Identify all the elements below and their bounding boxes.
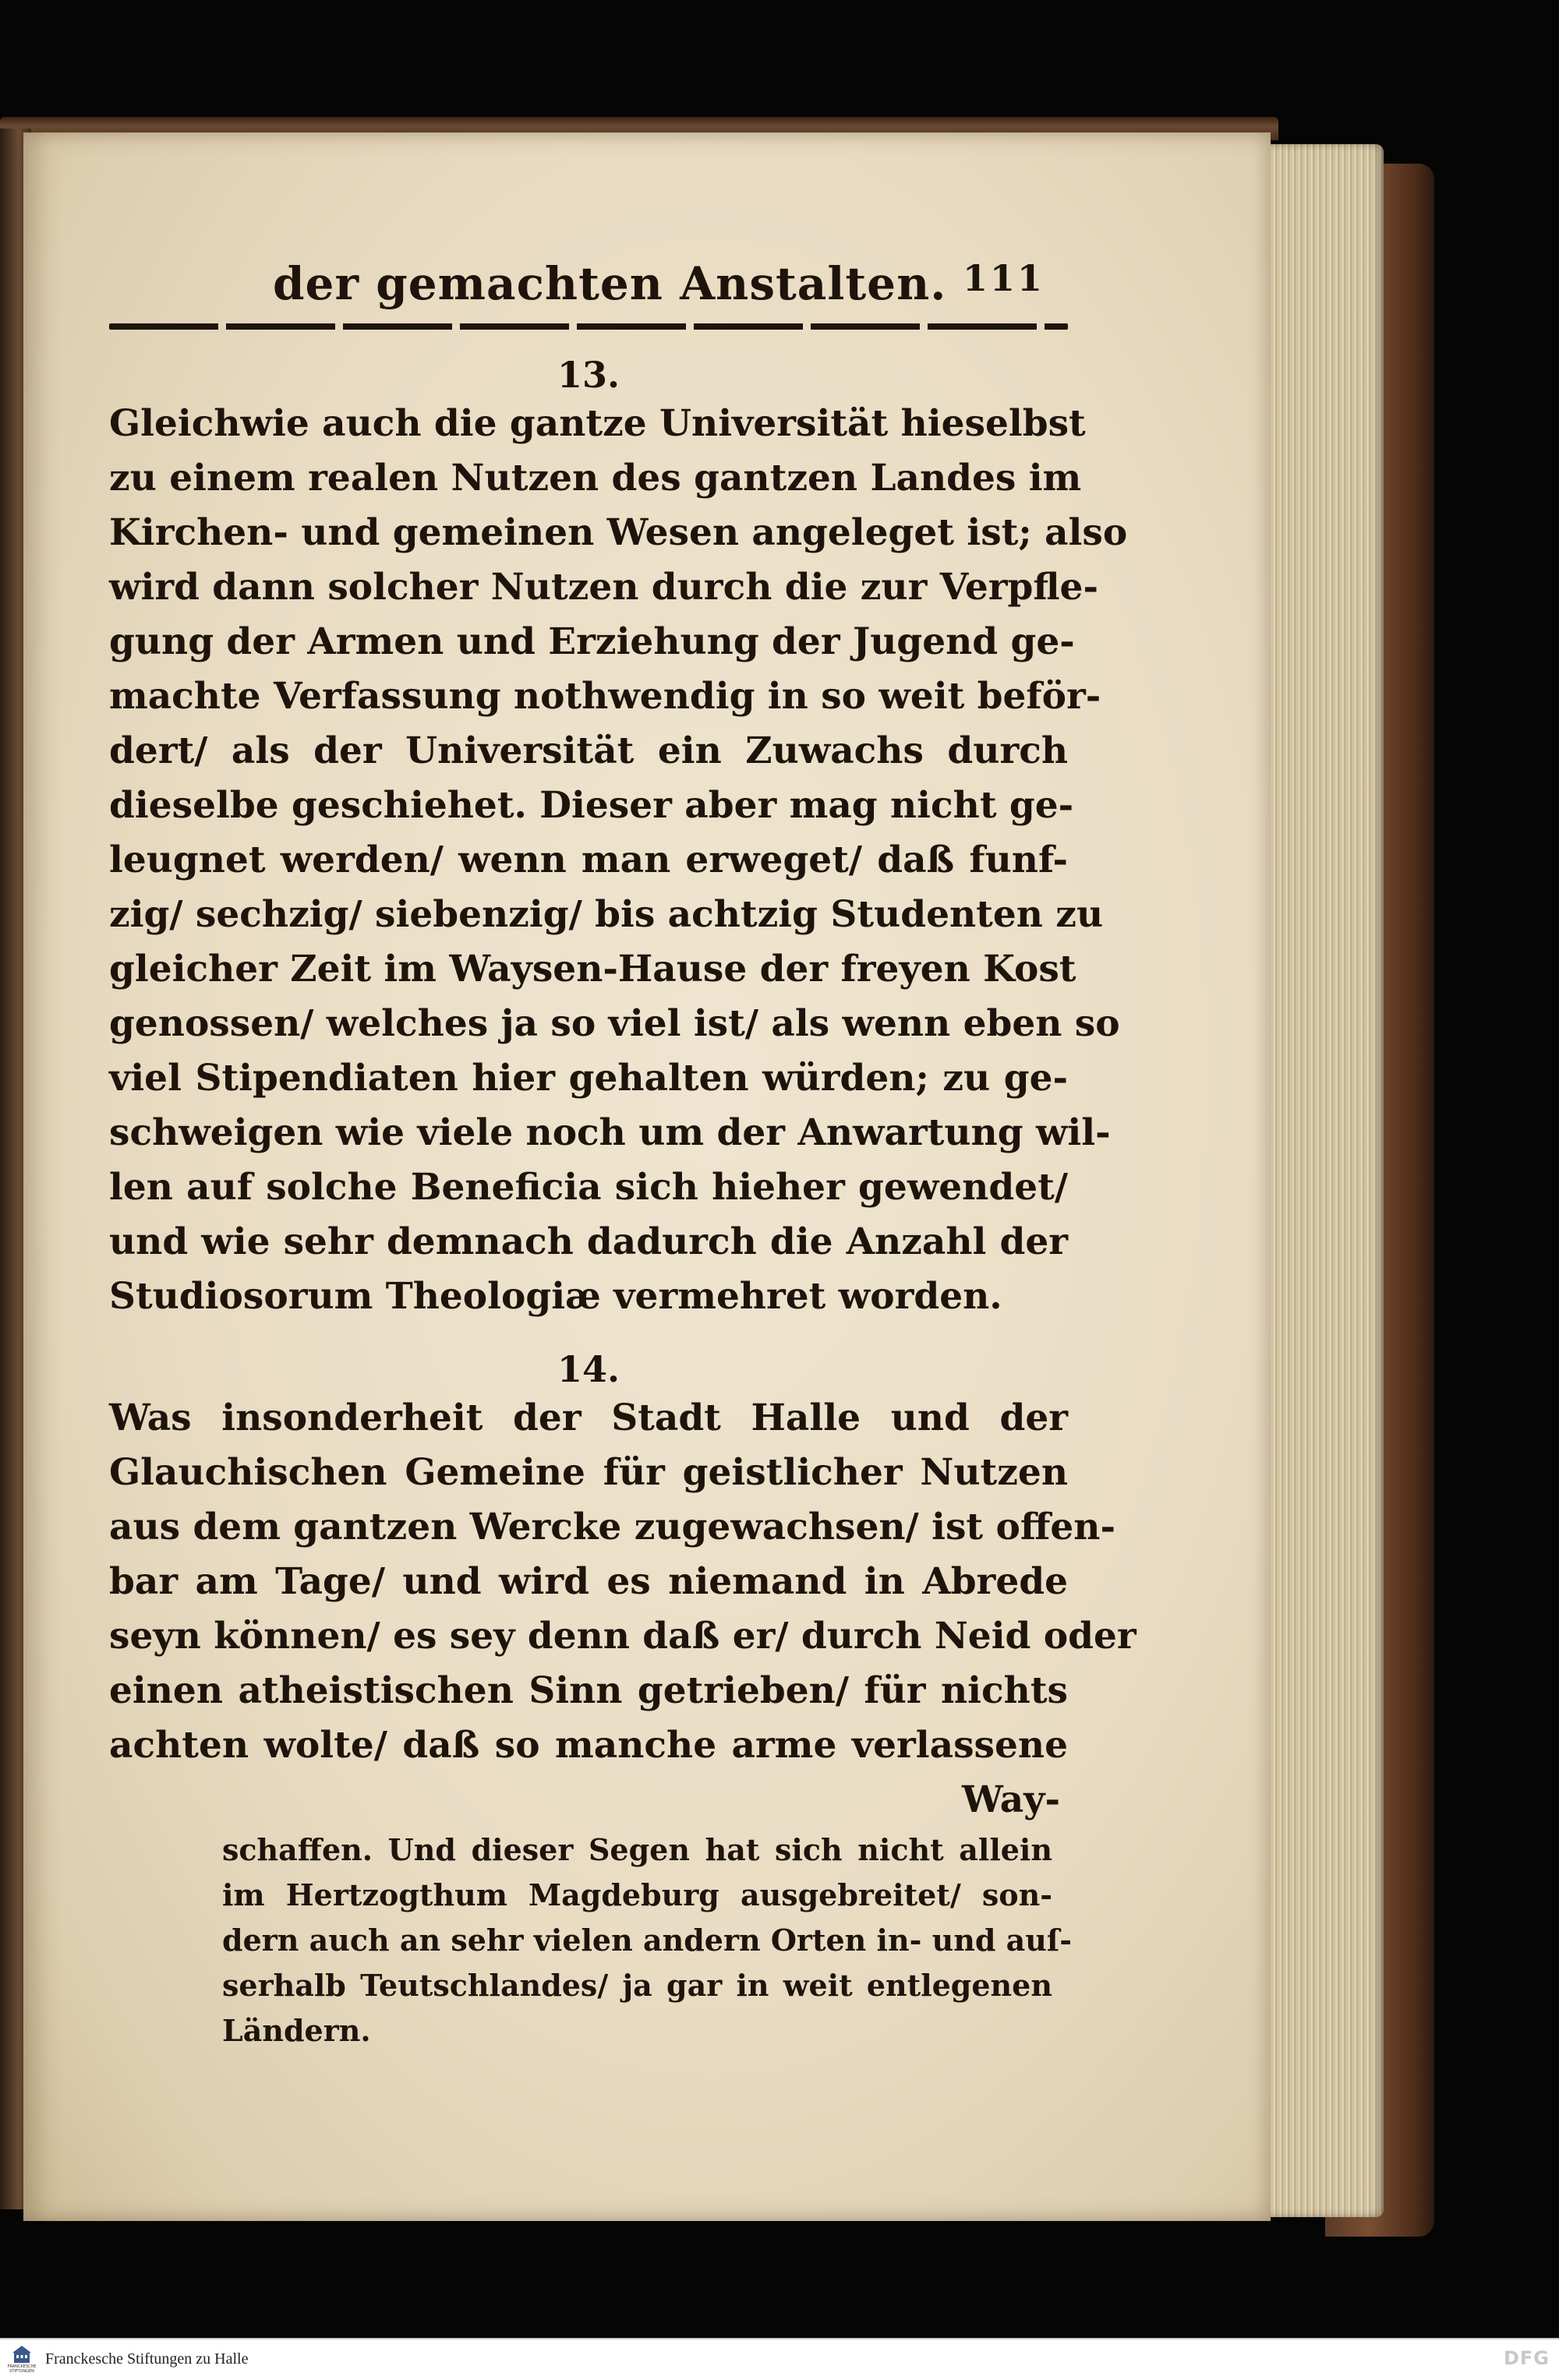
catchword: Way- — [962, 1778, 1060, 1821]
paragraph-14 — [109, 1391, 1137, 1773]
footnote-line: dern auch an sehr vielen andern Orten in- und auſ- — [222, 1923, 1073, 1958]
page-number: 111 — [962, 257, 1045, 299]
text-line: einen atheistischen Sinn getrieben/ für nichts — [109, 1669, 1068, 1712]
text-line: aus dem gantzen Wercke zugewachsen/ ist offen- — [109, 1506, 1115, 1548]
viewer-footer-bar — [0, 2338, 1559, 2380]
text-line: gleicher Zeit im Waysen-Hause der freyen Kost — [109, 948, 1076, 990]
text-line: viel Stipendiaten hier gehalten würden; zu ge- — [109, 1057, 1068, 1100]
footnote-line: im Hertzogthum Magdeburg ausgebreitet/ son- — [222, 1877, 1052, 1912]
text-line: machte Verfassung nothwendig in so weit beför- — [109, 675, 1101, 718]
text-line: bar am Tage/ und wird es niemand in Abrede — [109, 1560, 1068, 1603]
text-line: Kirchen- und gemeinen Wesen angeleget ist; also — [109, 511, 1128, 554]
page-header — [109, 249, 1068, 323]
page-text-block — [109, 249, 1137, 2053]
building-logo-icon — [12, 2344, 32, 2364]
text-line: Was insonderheit der Stadt Halle und der — [109, 1397, 1068, 1439]
text-line: seyn können/ es sey denn daß er/ durch Neid oder — [109, 1615, 1137, 1658]
dfg-logo: DFG — [1503, 2347, 1550, 2369]
book-page — [23, 132, 1271, 2221]
footnote-line: serhalb Teutschlandes/ ja gar in weit entlegenen — [222, 1968, 1052, 2003]
text-line: genossen/ welches ja so viel ist/ als wenn eben so — [109, 1002, 1120, 1045]
footnote — [222, 1827, 1073, 2053]
text-line: dieselbe geschiehet. Dieser aber mag nicht ge- — [109, 784, 1074, 827]
text-line: zig/ sechzig/ siebenzig/ bis achtzig Studenten zu — [109, 893, 1104, 936]
paragraph-13 — [109, 397, 1128, 1324]
logo-caption: FRANCKESCHE STIFTUNGEN — [7, 2364, 37, 2374]
text-line: len auf solche Beneficia sich hieher gewendet/ — [109, 1166, 1068, 1209]
text-line: Glauchischen Gemeine für geistlicher Nutzen — [109, 1451, 1068, 1494]
text-line: gung der Armen und Erziehung der Jugend ge- — [109, 620, 1075, 663]
institution-logo — [8, 2344, 36, 2375]
text-line: und wie sehr demnach dadurch die Anzahl der — [109, 1220, 1068, 1263]
footnote-line: Ländern. — [222, 2013, 371, 2048]
section-number-14: 14. — [557, 1348, 620, 1390]
institution-name: Franckesche Stiftungen zu Halle — [45, 2350, 249, 2368]
text-line: Studiosorum Theologiæ vermehret worden. — [109, 1275, 1002, 1318]
section-number-13: 13. — [557, 354, 620, 396]
header-rule — [109, 323, 1068, 330]
text-line: achten wolte/ daß so manche arme verlassene — [109, 1724, 1068, 1767]
footnote-line: schaffen. Und dieser Segen hat sich nicht allein — [222, 1832, 1052, 1867]
text-line: Gleichwie auch die gantze Universität hieselbst — [109, 402, 1086, 445]
running-head: der gemachten Anstalten. — [273, 257, 947, 310]
text-line: schweigen wie viele noch um der Anwartung wil- — [109, 1111, 1111, 1154]
text-line: wird dann solcher Nutzen durch die zur Verpfle- — [109, 566, 1098, 609]
text-line: leugnet werden/ wenn man erweget/ daß funf- — [109, 839, 1068, 881]
text-line: zu einem realen Nutzen des gantzen Landes im — [109, 457, 1082, 500]
text-line: dert/ als der Universität ein Zuwachs durch — [109, 729, 1068, 772]
